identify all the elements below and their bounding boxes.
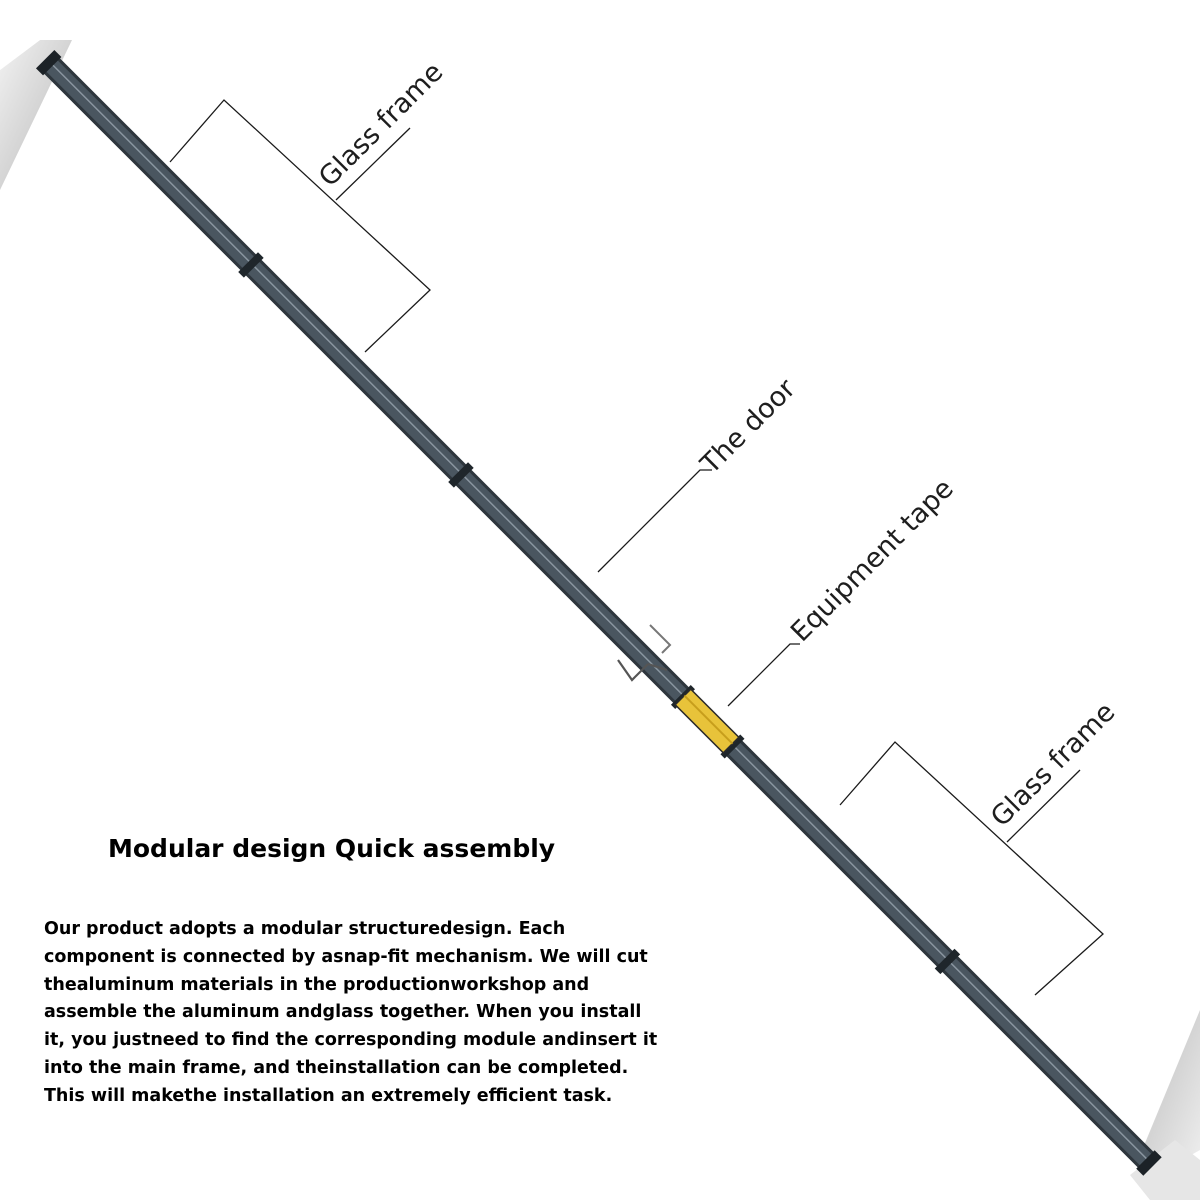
description-line: component is connected by asnap-fit mechanism. We will cut [44, 946, 648, 967]
description-line: into the main frame, and theinstallation can be completed. [44, 1057, 629, 1078]
leader-equipment-tape [728, 644, 800, 706]
callout-glass-frame-bottom [840, 697, 1121, 995]
wall-bottom-right [1138, 1010, 1200, 1168]
description-line: thealuminum materials in the productionworkshop and [44, 974, 590, 995]
page-heading: Modular design Quick assembly [108, 834, 556, 863]
description-line: assemble the aluminum andglass together. When you install [44, 1002, 642, 1023]
description-line: This will makethe installation an extremely efficient task. [44, 1085, 613, 1106]
bracket-glass-frame-bottom [840, 742, 1103, 995]
callout-glass-frame-top [170, 57, 449, 352]
equipment-tape-strip [675, 689, 739, 753]
label-glass-frame-top: Glass frame [313, 56, 450, 193]
label-equipment-tape: Equipment tape [785, 473, 960, 648]
description-line: it, you justneed to find the corresponding module andinsert it [44, 1030, 658, 1051]
description-line: Our product adopts a modular structuredesign. Each [44, 919, 566, 939]
callout-the-door [598, 372, 802, 572]
leader-the-door [598, 470, 712, 572]
description-paragraph [44, 916, 657, 1111]
callout-equipment-tape [728, 473, 960, 706]
label-the-door: The door [695, 373, 802, 480]
label-glass-frame-bottom: Glass frame [985, 696, 1122, 833]
